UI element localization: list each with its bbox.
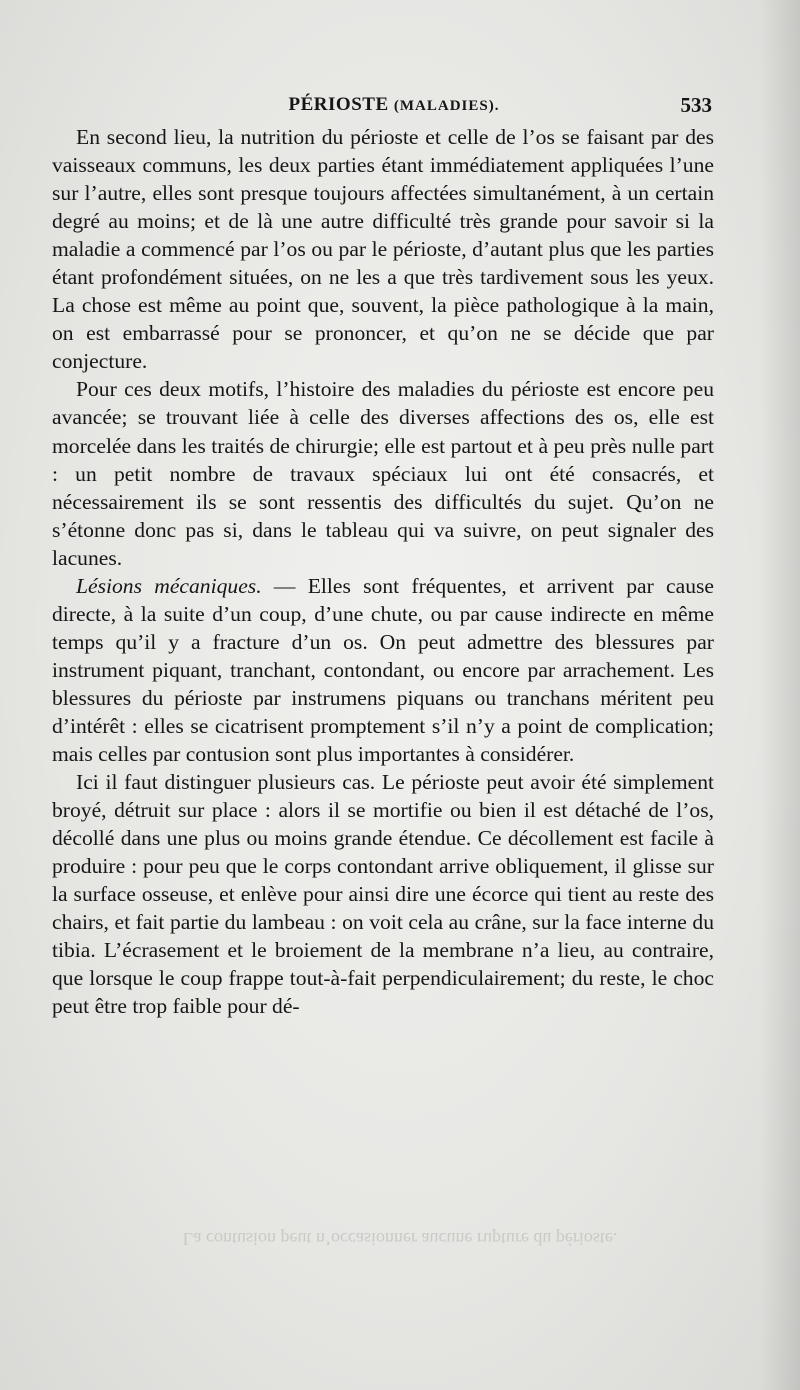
text-body [52,123,714,1021]
page-gutter-shadow [760,0,800,1390]
paragraph-2: Pour ces deux motifs, l’histoire des maladies du périoste est encore peu avancée; se trouvant liée à celle des diverses affections des os, elle est morcelée dans les traités de chirurgie; elle est partout et à peu près nulle part : un petit nombre de travaux spéciaux lui ont été consacrés, et nécessairement ils se sont ressentis des difficultés du sujet. Qu’on ne s’étonne donc pas si, dans le tableau qui va suivre, on peut signaler des lacunes. [52,377,714,570]
paragraph-3 [52,572,714,768]
running-header [76,88,712,122]
paragraph-4: Ici il faut distinguer plusieurs cas. Le périoste peut avoir été simplement broyé, détruit sur place : alors il se mortifie ou bien il est détaché de l’os, décollé dans une plus ou moins grande étendue. Ce décollement est facile à produire : pour peu que le corps contondant arrive obliquement, il glisse sur la surface osseuse, et enlève pour ainsi dire une écorce qui tient au reste des chairs, et fait partie du lambeau : on voit cela au crâne, sur la face interne du tibia. L’écrasement et le broiement de la membrane n’a lieu, au contraire, que lorsque le coup frappe tout-à-fait perpendiculairement; du reste, le choc peut être trop faible pour dé- [52,770,714,1019]
section-lead: Lésions mécaniques. [76,573,262,598]
show-through-text: La contusion peut n’occasionner aucune rupture du périoste. [182,1229,618,1249]
page-number: 533 [680,93,712,117]
running-title [76,88,712,123]
paragraph-1: En second lieu, la nutrition du périoste et celle de l’os se faisant par des vaisseaux communs, les deux parties étant immédiatement appliquées l’une sur l’autre, elles sont presque toujours affectées simultanément, à un certain degré au moins; et de là une autre difficulté très grande pour savoir si la maladie a commencé par l’os ou par le périoste, d’autant plus que les parties étant profondément situées, on ne les a que très tardivement sous les yeux. La chose est même au point que, souvent, la pièce pathologique à la main, on est embarrassé pour se prononcer, et qu’on ne se décide que par conjecture. [52,125,714,374]
running-title-sub: (MALADIES). [393,98,500,114]
running-title-main: PÉRIOSTE [288,94,389,115]
paragraph-3-text: — Elles sont fréquentes, et arrivent par cause directe, à la suite d’un coup, d’une chute, ou par cause indirecte en même temps qu’il y a fracture d’un os. On peut admettre des blessures par instrument piquant, tranchant, contondant, ou encore par arrachement. Les blessures du périoste par instrumens piquans ou tranchans méritent peu d’intérêt : elles se cicatrisent promptement s’il n’y a point de complication; mais celles par contusion sont plus importantes à considérer. [52,573,714,767]
